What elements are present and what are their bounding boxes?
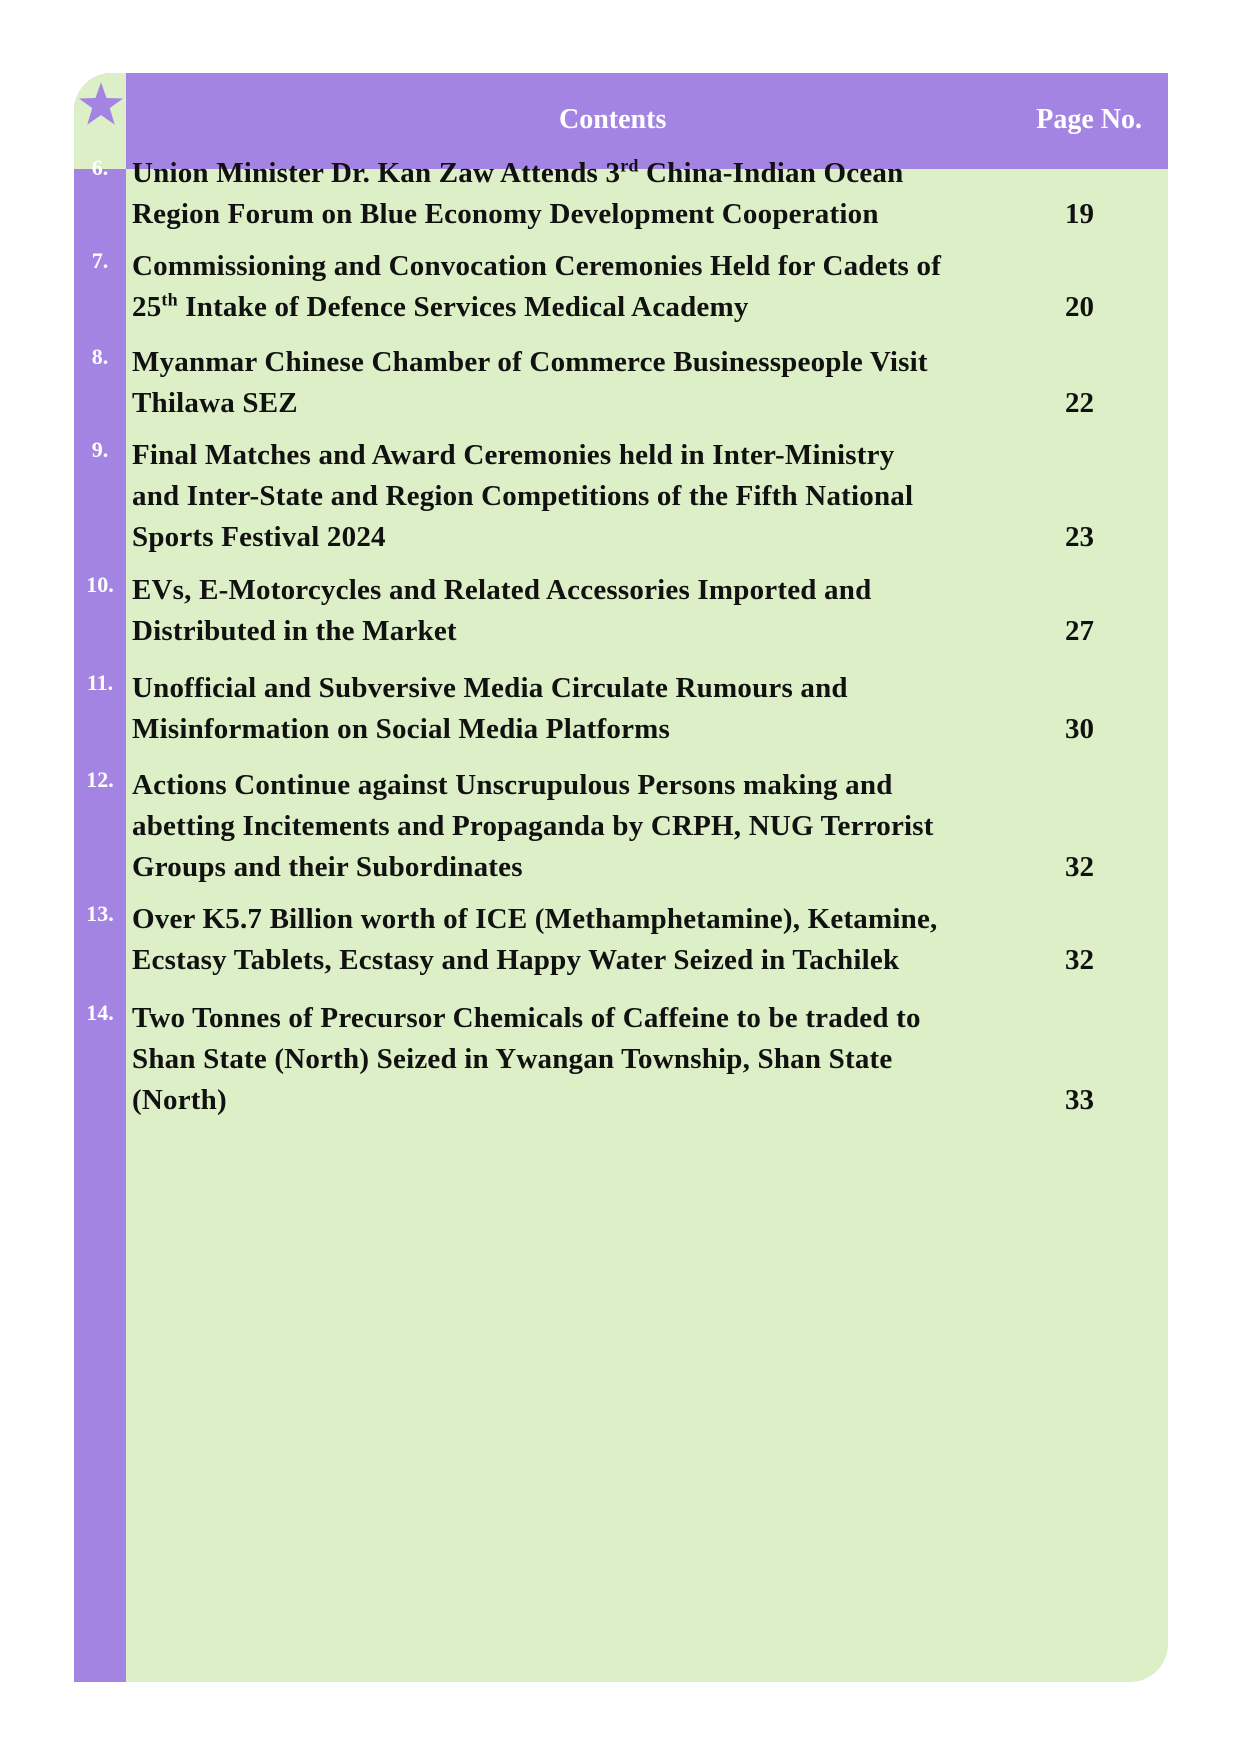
entry-title-line: Sports Festival 2024	[132, 521, 386, 553]
entry-title-line: and Inter-State and Region Competitions of the Fifth National	[132, 480, 914, 512]
entry-number: 14.	[86, 1000, 114, 1025]
page-no-heading: Page No.	[1036, 104, 1142, 135]
entry-page: 30	[1065, 713, 1094, 745]
entry-title-line: Groups and their Subordinates	[132, 851, 523, 883]
entry-page: 23	[1065, 521, 1094, 553]
entry-title[interactable]	[132, 342, 992, 424]
entry-title[interactable]	[132, 998, 992, 1121]
entry-title-line: Unofficial and Subversive Media Circulate Rumours and	[132, 672, 848, 704]
entry-number: 13.	[86, 901, 114, 926]
entry-number: 10.	[86, 572, 114, 597]
entry-title-line: Shan State (North) Seized in Ywangan Township, Shan State	[132, 1043, 893, 1075]
superscript: th	[161, 289, 178, 310]
entry-page: 33	[1065, 1084, 1094, 1116]
entry-title-line: Region Forum on Blue Economy Development Cooperation	[132, 198, 879, 230]
entry-page: 32	[1065, 944, 1094, 976]
entry-title-text: China-Indian Ocean	[638, 157, 904, 189]
entry-title-text: Intake of Defence Services Medical Academy	[177, 291, 749, 323]
entry-page: 27	[1065, 615, 1094, 647]
entry-number: 6.	[91, 155, 109, 180]
entry-page: 32	[1065, 851, 1094, 883]
entry-title-line: Thilawa SEZ	[132, 387, 298, 419]
number-strip	[74, 73, 126, 1682]
entry-title-line: EVs, E-Motorcycles and Related Accessories Imported and	[132, 574, 872, 606]
entry-title-line: Commissioning and Convocation Ceremonies Held for Cadets of	[132, 250, 942, 282]
star-icon	[78, 81, 124, 127]
entry-number: 9.	[91, 437, 109, 462]
entry-title[interactable]	[132, 435, 992, 558]
entry-title[interactable]	[132, 899, 992, 981]
entry-title-line: Actions Continue against Unscrupulous Persons making and	[132, 769, 893, 801]
entry-page: 22	[1065, 387, 1094, 419]
entry-title[interactable]	[132, 570, 992, 652]
entry-title[interactable]	[132, 153, 992, 235]
superscript: rd	[620, 155, 639, 176]
entry-page: 19	[1065, 198, 1094, 230]
entry-title-line: Misinformation on Social Media Platforms	[132, 713, 671, 745]
entry-number: 7.	[91, 248, 109, 273]
entry-title-line: Two Tonnes of Precursor Chemicals of Caffeine to be traded to	[132, 1002, 921, 1034]
entry-title[interactable]	[132, 765, 992, 888]
entry-title-line: Final Matches and Award Ceremonies held in Inter-Ministry	[132, 439, 895, 471]
entry-number: 11.	[86, 670, 114, 695]
contents-heading: Contents	[559, 104, 667, 135]
entry-title-line: (North)	[132, 1084, 227, 1116]
entry-title[interactable]	[132, 668, 992, 750]
entry-title-line: Ecstasy Tablets, Ecstasy and Happy Water Seized in Tachilek	[132, 944, 900, 976]
entry-title-line: Distributed in the Market	[132, 615, 457, 647]
entry-title-line: Over K5.7 Billion worth of ICE (Methamphetamine), Ketamine,	[132, 903, 938, 935]
entry-title-line: Myanmar Chinese Chamber of Commerce Businesspeople Visit	[132, 346, 928, 378]
entry-title-line: abetting Incitements and Propaganda by CRPH, NUG Terrorist	[132, 810, 934, 842]
entry-title-text: Union Minister Dr. Kan Zaw Attends 3	[132, 157, 621, 189]
entry-number: 12.	[86, 767, 114, 792]
entry-page: 20	[1065, 291, 1094, 323]
entry-number: 8.	[91, 344, 109, 369]
contents-panel	[74, 73, 1168, 1682]
entry-title[interactable]	[132, 246, 992, 328]
entry-title-text: 25	[132, 291, 162, 323]
